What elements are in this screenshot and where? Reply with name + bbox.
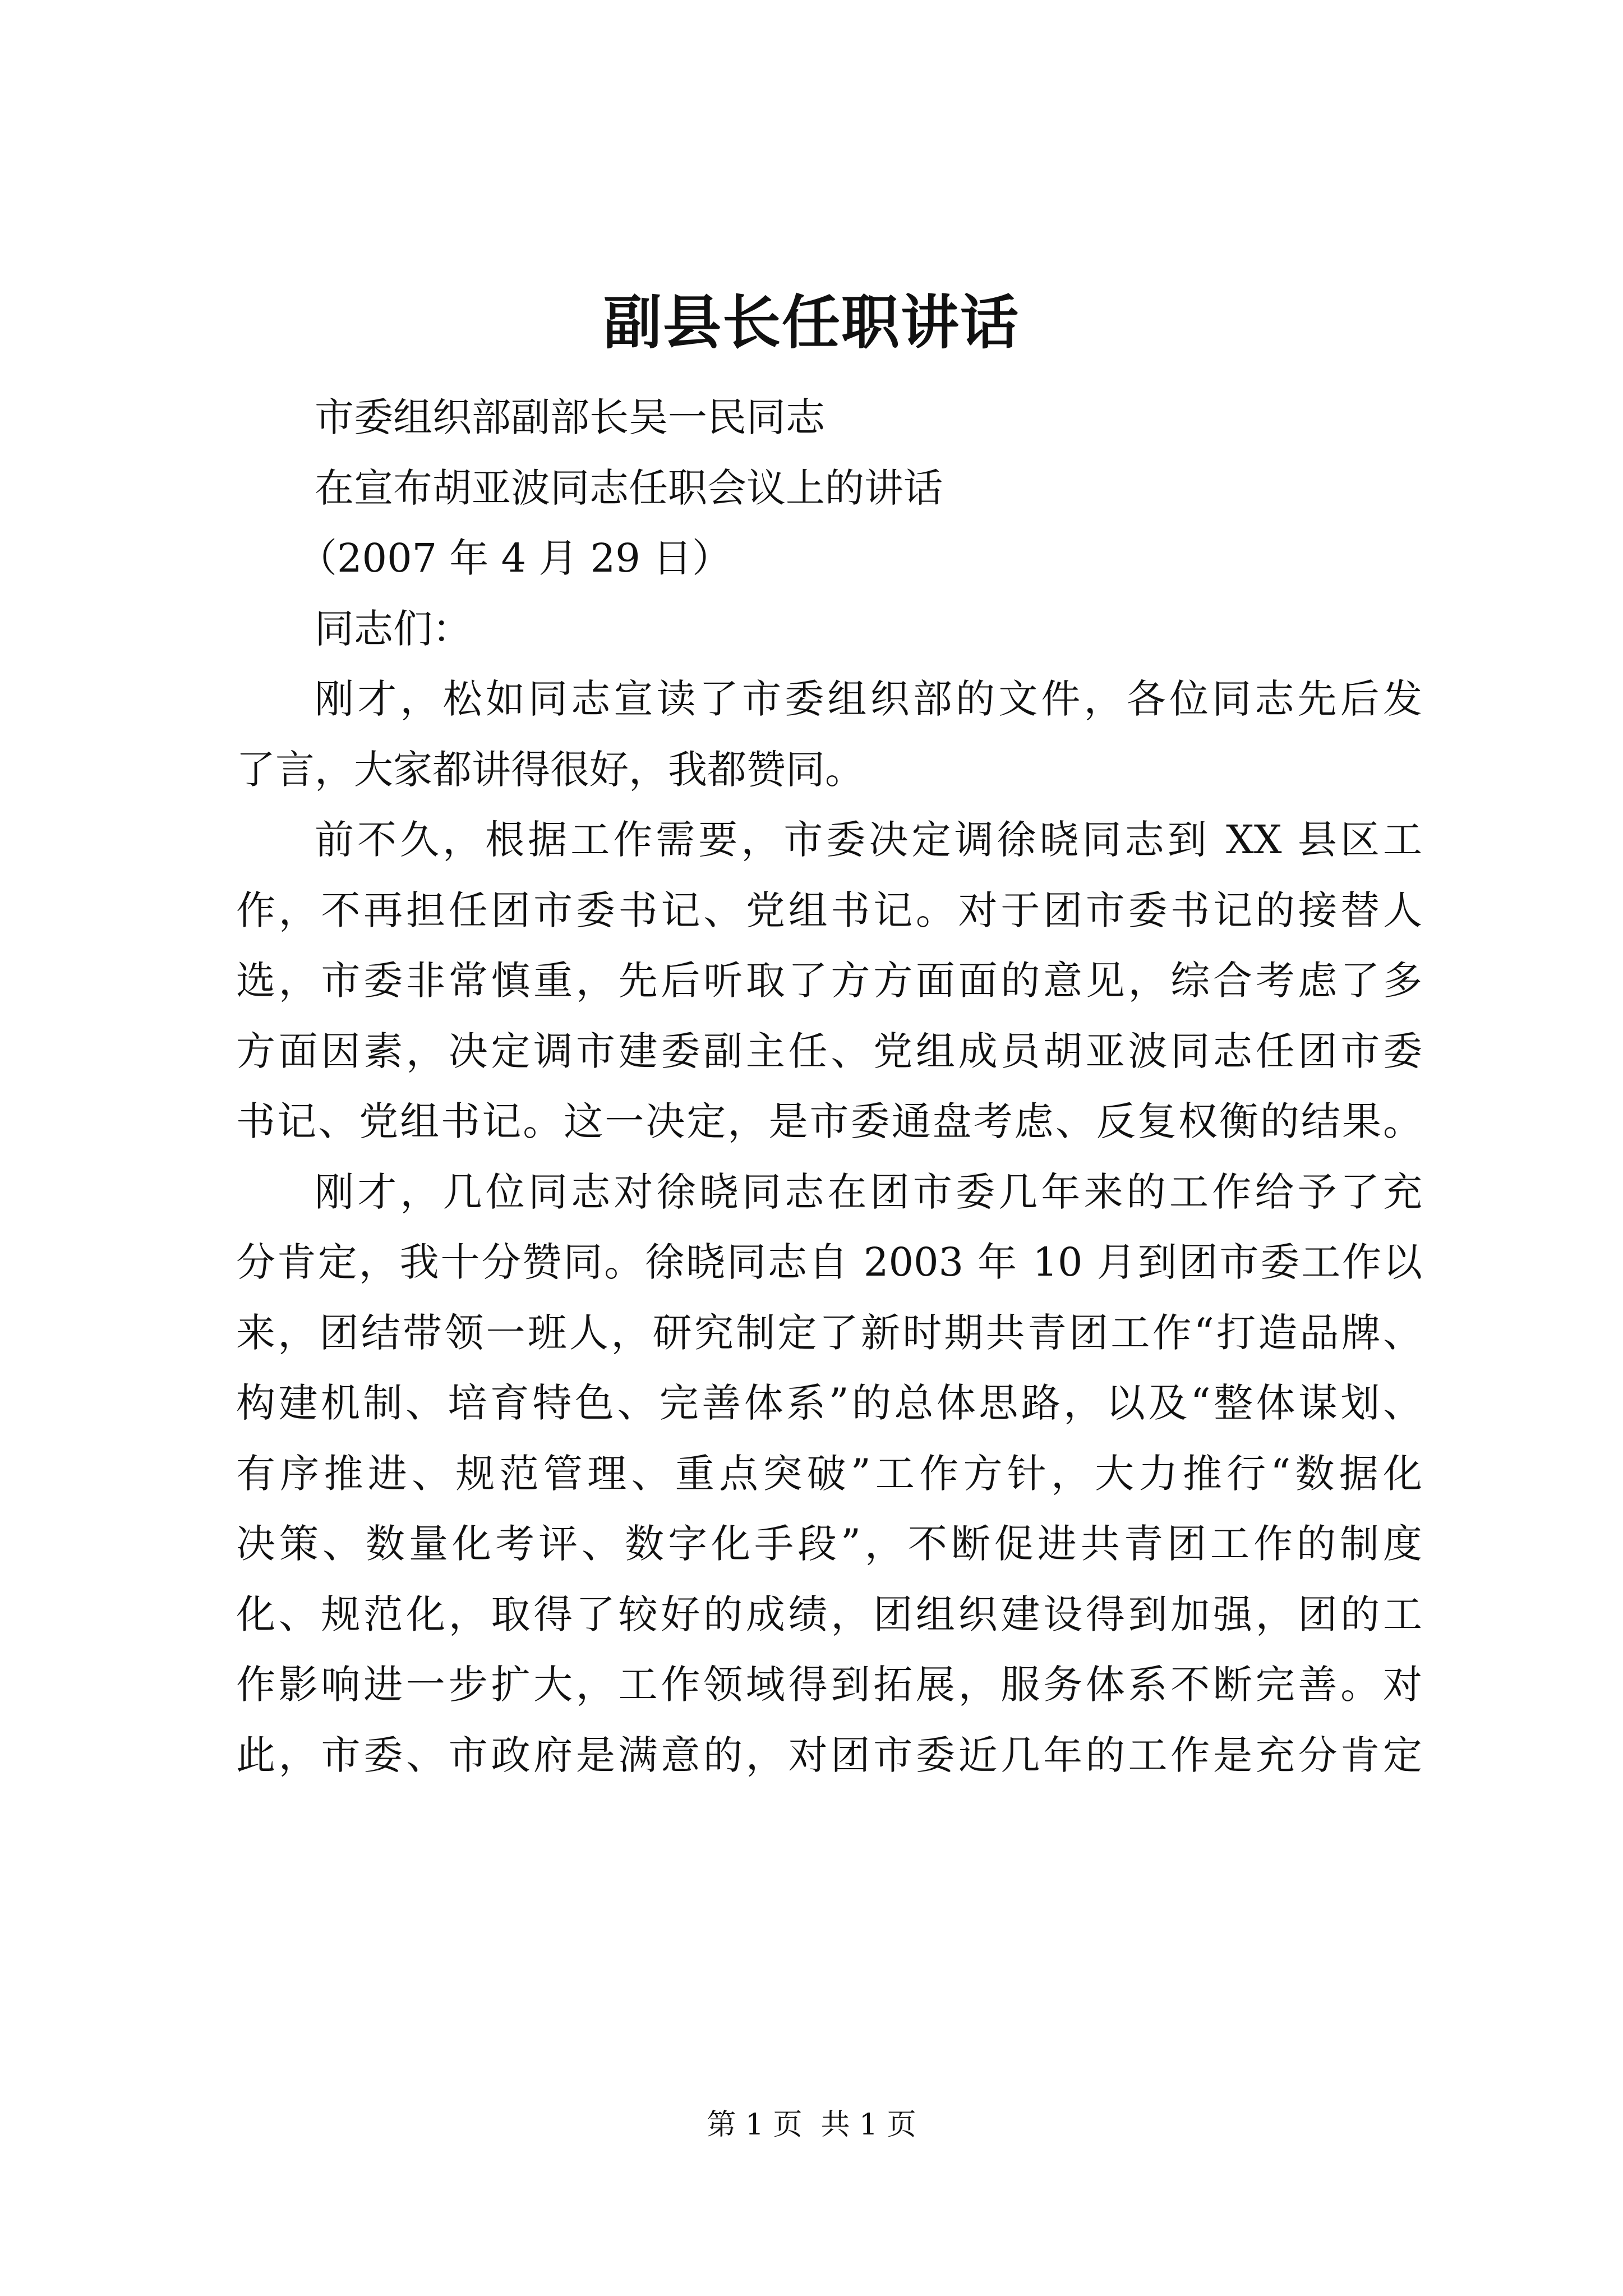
paragraph-line: 刚才，松如同志宣读了市委组织部的文件，各位同志先后发 bbox=[315, 676, 1422, 722]
paragraph-line: 作，不再担任团市委书记、党组书记。对于团市委书记的接替人 bbox=[236, 887, 1422, 933]
speaker-line: 市委组织部副部长吴一民同志 bbox=[315, 394, 825, 440]
paragraph-line: 了言，大家都讲得很好，我都赞同。 bbox=[236, 746, 864, 793]
salutation-line: 同志们： bbox=[315, 605, 472, 652]
paragraph-line: 作影响进一步扩大，工作领域得到拓展，服务体系不断完善。对 bbox=[236, 1662, 1422, 1708]
paragraph-line: 来，团结带领一班人，研究制定了新时期共青团工作“打造品牌、 bbox=[236, 1309, 1422, 1356]
document-body bbox=[236, 383, 1422, 1791]
date-line: （2007 年 4 月 29 日） bbox=[298, 535, 732, 581]
paragraph-line: 前不久，根据工作需要，市委决定调徐晓同志到 XX 县区工 bbox=[315, 817, 1422, 863]
paragraph-line: 化、规范化，取得了较好的成绩，团组织建设得到加强，团的工 bbox=[236, 1591, 1422, 1637]
occasion-line: 在宣布胡亚波同志任职会议上的讲话 bbox=[315, 464, 943, 511]
paragraph-line: 刚才，几位同志对徐晓同志在团市委几年来的工作给予了充 bbox=[315, 1168, 1422, 1215]
paragraph-line: 有序推进、规范管理、重点突破”工作方针，大力推行“数据化 bbox=[236, 1450, 1422, 1497]
paragraph-line: 构建机制、培育特色、完善体系”的总体思路，以及“整体谋划、 bbox=[236, 1380, 1422, 1426]
paragraph-line: 方面因素，决定调市建委副主任、党组成员胡亚波同志任团市委 bbox=[236, 1028, 1422, 1074]
document-title: 副县长任职讲话 bbox=[603, 288, 1020, 357]
paragraph-line: 选，市委非常慎重，先后听取了方方面面的意见，综合考虑了多 bbox=[236, 958, 1422, 1004]
paragraph-line: 书记、党组书记。这一决定，是市委通盘考虑、反复权衡的结果。 bbox=[236, 1098, 1422, 1144]
paragraph-line: 决策、数量化考评、数字化手段”，不断促进共青团工作的制度 bbox=[236, 1521, 1422, 1567]
paragraph-line: 此，市委、市政府是满意的，对团市委近几年的工作是充分肯定 bbox=[236, 1732, 1422, 1778]
page-number-footer: 第 1 页 共 1 页 bbox=[707, 2108, 916, 2142]
paragraph-line: 分肯定，我十分赞同。徐晓同志自 2003 年 10 月到团市委工作以 bbox=[236, 1239, 1422, 1285]
